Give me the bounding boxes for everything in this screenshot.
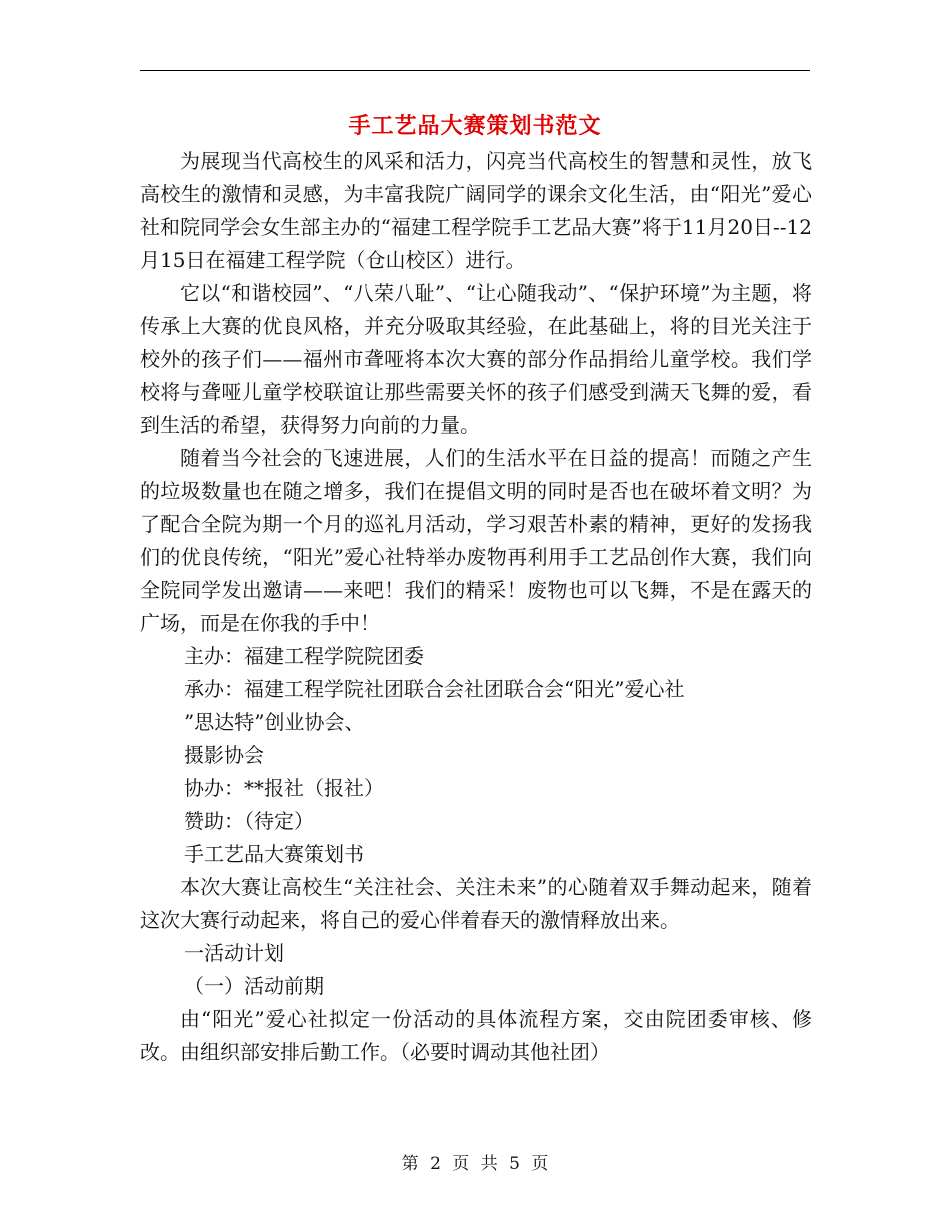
co-organizer-line-3: 摄影协会 (184, 743, 264, 767)
paragraph-intro: 为展现当代高校生的风采和活力，闪亮当代高校生的智慧和灵性，放飞高校生的激情和灵感，为丰富我院广阔同学的课余文化生活，由“阳光”爱心社和院同学会女生部主办的“福建工程学院手工艺品大赛”将于11月20日--12月15日在福建工程学院（仓山校区）进行。 (140, 149, 812, 272)
paragraph-plan: 本次大赛让高校生“关注社会、关注未来”的心随着双手舞动起来，随着这次大赛行动起来，将自己的爱心伴着春天的激情释放出来。 (140, 875, 812, 932)
plan-heading: 手工艺品大赛策划书 (184, 842, 364, 866)
paragraph-background: 随着当今社会的飞速进展，人们的生活水平在日益的提高！而随之产生的垃圾数量也在随之增多，我们在提倡文明的同时是否也在破坏着文明？为了配合全院为期一个月的巡礼月活动，学习艰苦朴素的精神，更好的发扬我们的优良传统，“阳光”爱心社特举办废物再利用手工艺品创作大赛，我们向全院同学发出邀请——来吧！我们的精采！废物也可以飞舞，不是在露天的广场，而是在你我的手中！ (140, 446, 812, 635)
document-body (140, 145, 812, 1069)
page-number: 第 2 页 共 5 页 (401, 1154, 549, 1174)
document-title: 手工艺品大赛策划书范文 (348, 113, 602, 139)
paragraph-theme: 它以“和谐校园”、“八荣八耻”、“让心随我动”、“保护环境”为主题，将传承上大赛的优良风格，并充分吸取其经验，在此基础上，将的目光关注于校外的孩子们——福州市聋哑将本次大赛的部分作品捐给儿童学校。我们学校将与聋哑儿童学校联谊让那些需要关怀的孩子们感受到满天飞舞的爱，看到生活的希望，获得努力向前的力量。 (140, 281, 812, 437)
organizer-line: 主办：福建工程学院院团委 (184, 644, 424, 668)
section-heading-activity-plan: 一活动计划 (184, 941, 284, 965)
assist-line: 协办：**报社（报社） (184, 776, 384, 800)
header-rule (140, 70, 810, 71)
sponsor-line: 赞助：（待定） (184, 809, 314, 833)
subsection-heading-pre-activity: （一）活动前期 (184, 974, 324, 998)
co-organizer-line: 承办：福建工程学院社团联合会社团联合会“阳光”爱心社 (184, 677, 685, 701)
paragraph-pre-activity: 由“阳光”爱心社拟定一份活动的具体流程方案，交由院团委审核、修改。由组织部安排后勤工作。（必要时调动其他社团） (140, 1007, 812, 1064)
co-organizer-line-2: ”思达特”创业协会、 (184, 710, 365, 734)
